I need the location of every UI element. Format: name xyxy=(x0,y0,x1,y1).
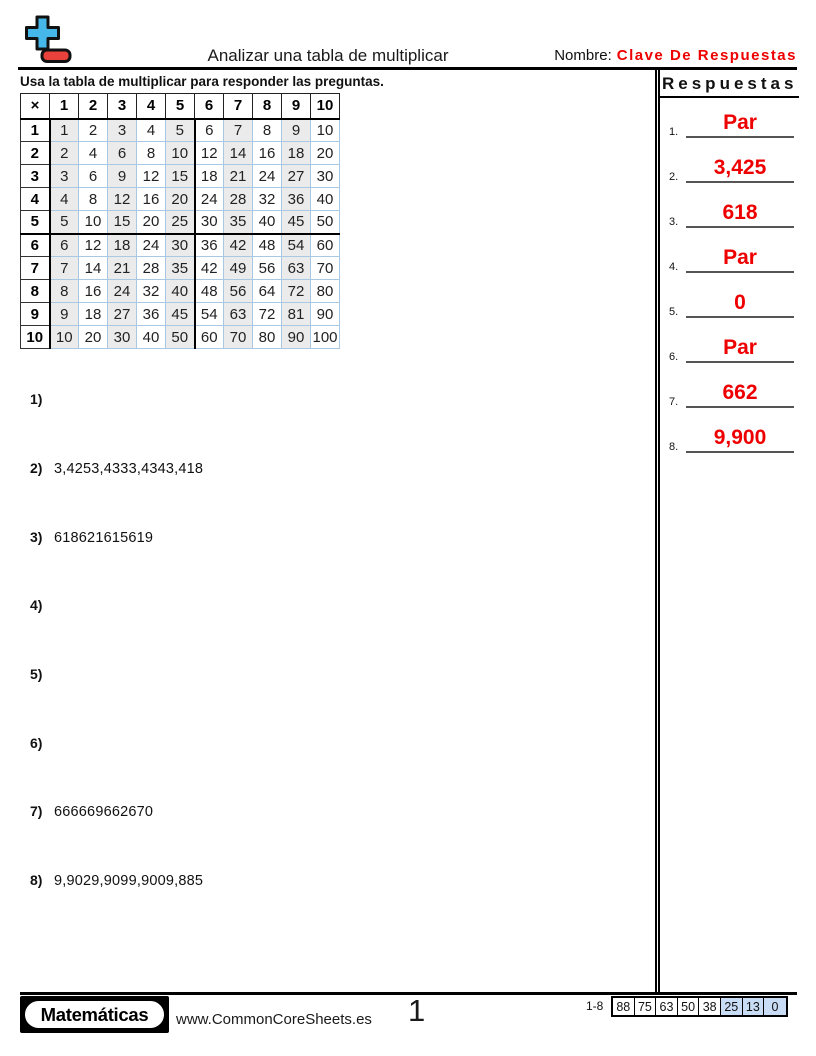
score-cell: 0 xyxy=(764,998,786,1015)
answer-number: 7. xyxy=(669,396,679,408)
question-number: 8) xyxy=(30,872,43,888)
answer-number: 8. xyxy=(669,441,679,453)
score-cell: 13 xyxy=(743,998,765,1015)
table-cell: 42 xyxy=(195,257,224,280)
table-cell: 30 xyxy=(166,234,195,257)
table-cell: 20 xyxy=(311,142,340,165)
table-cell: 40 xyxy=(253,211,282,234)
table-cell: 32 xyxy=(137,280,166,303)
answers-title: Respuestas xyxy=(660,74,799,98)
table-row xyxy=(21,257,340,280)
table-row xyxy=(21,303,340,326)
table-cell: 4 xyxy=(137,119,166,142)
question-number: 1) xyxy=(30,391,43,407)
question-number: 3) xyxy=(30,529,43,545)
table-cell: 32 xyxy=(253,188,282,211)
table-cell: 2 xyxy=(50,142,79,165)
table-cell: 12 xyxy=(108,188,137,211)
table-cell: 18 xyxy=(108,234,137,257)
table-row xyxy=(21,165,340,188)
answer-item xyxy=(660,149,797,183)
table-cell: 6 xyxy=(195,119,224,142)
column-header: 10 xyxy=(311,94,340,119)
table-cell: 49 xyxy=(224,257,253,280)
table-cell: 4 xyxy=(50,188,79,211)
multiplication-table xyxy=(20,93,340,349)
question-row xyxy=(30,803,153,820)
question-row xyxy=(30,872,203,889)
answer-item xyxy=(660,419,797,453)
table-cell: 10 xyxy=(166,142,195,165)
answers-panel xyxy=(655,70,797,993)
table-cell: 20 xyxy=(137,211,166,234)
answer-item xyxy=(660,104,797,138)
question-number: 5) xyxy=(30,666,43,682)
table-row xyxy=(21,280,340,303)
answer-value: 618 xyxy=(686,201,794,228)
column-header: 4 xyxy=(137,94,166,119)
table-corner-cell: × xyxy=(21,94,50,119)
table-cell: 45 xyxy=(282,211,311,234)
row-header: 3 xyxy=(21,165,50,188)
table-cell: 35 xyxy=(224,211,253,234)
question-row xyxy=(30,529,153,546)
brand-logo xyxy=(20,996,169,1033)
table-cell: 8 xyxy=(253,119,282,142)
table-cell: 28 xyxy=(137,257,166,280)
score-cell: 50 xyxy=(678,998,700,1015)
table-cell: 18 xyxy=(79,303,108,326)
table-row xyxy=(21,142,340,165)
table-cell: 10 xyxy=(50,326,79,349)
row-header: 7 xyxy=(21,257,50,280)
table-cell: 50 xyxy=(166,326,195,349)
table-cell: 21 xyxy=(108,257,137,280)
table-cell: 21 xyxy=(224,165,253,188)
table-cell: 1 xyxy=(50,119,79,142)
table-cell: 27 xyxy=(282,165,311,188)
column-header: 1 xyxy=(50,94,79,119)
table-cell: 40 xyxy=(311,188,340,211)
table-cell: 9 xyxy=(282,119,311,142)
question-number: 4) xyxy=(30,597,43,613)
table-cell: 63 xyxy=(282,257,311,280)
table-cell: 42 xyxy=(224,234,253,257)
table-cell: 70 xyxy=(224,326,253,349)
table-cell: 24 xyxy=(253,165,282,188)
table-cell: 60 xyxy=(311,234,340,257)
question-row xyxy=(30,735,54,751)
score-cell: 88 xyxy=(613,998,635,1015)
table-cell: 8 xyxy=(137,142,166,165)
table-cell: 30 xyxy=(311,165,340,188)
row-header: 8 xyxy=(21,280,50,303)
answer-item xyxy=(660,329,797,363)
name-block xyxy=(554,47,797,64)
column-header: 5 xyxy=(166,94,195,119)
table-cell: 8 xyxy=(79,188,108,211)
table-cell: 64 xyxy=(253,280,282,303)
score-cell: 75 xyxy=(635,998,657,1015)
row-header: 2 xyxy=(21,142,50,165)
grading-scale-table xyxy=(611,996,788,1017)
table-row xyxy=(21,234,340,257)
column-header: 6 xyxy=(195,94,224,119)
answer-number: 1. xyxy=(669,126,679,138)
table-cell: 27 xyxy=(108,303,137,326)
row-header: 9 xyxy=(21,303,50,326)
table-cell: 36 xyxy=(137,303,166,326)
question-text: 666669662670 xyxy=(54,804,154,820)
answer-item xyxy=(660,284,797,318)
score-range-label: 1-8 xyxy=(586,999,604,1013)
table-cell: 4 xyxy=(79,142,108,165)
table-cell: 45 xyxy=(166,303,195,326)
question-row xyxy=(30,460,203,477)
table-cell: 7 xyxy=(224,119,253,142)
column-header: 7 xyxy=(224,94,253,119)
answer-value: 662 xyxy=(686,381,794,408)
question-row xyxy=(30,666,54,682)
answer-number: 2. xyxy=(669,171,679,183)
answer-number: 6. xyxy=(669,351,679,363)
table-cell: 80 xyxy=(253,326,282,349)
table-cell: 5 xyxy=(166,119,195,142)
table-cell: 18 xyxy=(195,165,224,188)
table-cell: 60 xyxy=(195,326,224,349)
table-cell: 90 xyxy=(311,303,340,326)
answer-item xyxy=(660,374,797,408)
column-header: 9 xyxy=(282,94,311,119)
score-cell: 25 xyxy=(721,998,743,1015)
answer-number: 3. xyxy=(669,216,679,228)
page-number: 1 xyxy=(408,993,426,1028)
table-cell: 7 xyxy=(50,257,79,280)
table-cell: 9 xyxy=(50,303,79,326)
table-row xyxy=(21,119,340,142)
table-cell: 80 xyxy=(311,280,340,303)
table-cell: 15 xyxy=(108,211,137,234)
table-cell: 90 xyxy=(282,326,311,349)
table-cell: 20 xyxy=(166,188,195,211)
table-cell: 6 xyxy=(50,234,79,257)
website-url: www.CommonCoreSheets.es xyxy=(176,1011,372,1028)
table-cell: 24 xyxy=(108,280,137,303)
table-cell: 48 xyxy=(253,234,282,257)
table-cell: 36 xyxy=(195,234,224,257)
table-cell: 28 xyxy=(224,188,253,211)
table-cell: 48 xyxy=(195,280,224,303)
table-cell: 12 xyxy=(79,234,108,257)
column-header: 3 xyxy=(108,94,137,119)
answer-value: Par xyxy=(686,111,794,138)
table-cell: 24 xyxy=(137,234,166,257)
score-cell: 63 xyxy=(656,998,678,1015)
answer-number: 4. xyxy=(669,261,679,273)
table-cell: 54 xyxy=(282,234,311,257)
table-cell: 10 xyxy=(311,119,340,142)
table-cell: 5 xyxy=(50,211,79,234)
row-header: 10 xyxy=(21,326,50,349)
table-cell: 3 xyxy=(50,165,79,188)
table-cell: 3 xyxy=(108,119,137,142)
table-cell: 16 xyxy=(79,280,108,303)
question-text: 9,9029,9099,9009,885 xyxy=(54,873,204,889)
table-cell: 14 xyxy=(79,257,108,280)
question-row xyxy=(30,597,54,613)
table-cell: 30 xyxy=(108,326,137,349)
table-cell: 12 xyxy=(195,142,224,165)
score-cell: 38 xyxy=(699,998,721,1015)
table-cell: 10 xyxy=(79,211,108,234)
column-header: 2 xyxy=(79,94,108,119)
answer-value: 9,900 xyxy=(686,426,794,453)
table-cell: 2 xyxy=(79,119,108,142)
answer-item xyxy=(660,239,797,273)
table-cell: 63 xyxy=(224,303,253,326)
table-cell: 72 xyxy=(253,303,282,326)
table-cell: 56 xyxy=(224,280,253,303)
table-cell: 54 xyxy=(195,303,224,326)
table-row xyxy=(21,326,340,349)
table-cell: 100 xyxy=(311,326,340,349)
row-header: 6 xyxy=(21,234,50,257)
table-cell: 35 xyxy=(166,257,195,280)
row-header: 4 xyxy=(21,188,50,211)
brand-name: Matemáticas xyxy=(23,999,166,1030)
table-cell: 40 xyxy=(166,280,195,303)
question-number: 7) xyxy=(30,803,43,819)
question-text: 3,4253,4333,4343,418 xyxy=(54,461,204,477)
answer-number: 5. xyxy=(669,306,679,318)
table-cell: 9 xyxy=(108,165,137,188)
table-cell: 72 xyxy=(282,280,311,303)
answer-value: 0 xyxy=(686,291,794,318)
row-header: 1 xyxy=(21,119,50,142)
answer-value: 3,425 xyxy=(686,156,794,183)
table-cell: 40 xyxy=(137,326,166,349)
table-cell: 18 xyxy=(282,142,311,165)
table-cell: 15 xyxy=(166,165,195,188)
answer-item xyxy=(660,194,797,228)
page-title: Analizar una tabla de multiplicar xyxy=(207,46,449,65)
instructions-text: Usa la tabla de multiplicar para responder las preguntas. xyxy=(20,74,384,89)
column-header: 8 xyxy=(253,94,282,119)
table-cell: 36 xyxy=(282,188,311,211)
table-cell: 25 xyxy=(166,211,195,234)
table-cell: 8 xyxy=(50,280,79,303)
table-cell: 6 xyxy=(79,165,108,188)
table-cell: 70 xyxy=(311,257,340,280)
question-row xyxy=(30,391,54,407)
table-cell: 16 xyxy=(137,188,166,211)
table-cell: 30 xyxy=(195,211,224,234)
table-cell: 20 xyxy=(79,326,108,349)
question-number: 6) xyxy=(30,735,43,751)
table-cell: 24 xyxy=(195,188,224,211)
table-cell: 81 xyxy=(282,303,311,326)
answer-value: Par xyxy=(686,246,794,273)
table-cell: 50 xyxy=(311,211,340,234)
answer-key-label: Clave De Respuestas xyxy=(616,47,797,64)
table-row xyxy=(21,211,340,234)
name-label: Nombre: xyxy=(554,47,612,64)
table-cell: 14 xyxy=(224,142,253,165)
table-cell: 16 xyxy=(253,142,282,165)
table-cell: 12 xyxy=(137,165,166,188)
question-text: 618621615619 xyxy=(54,530,154,546)
question-number: 2) xyxy=(30,460,43,476)
table-cell: 6 xyxy=(108,142,137,165)
row-header: 5 xyxy=(21,211,50,234)
table-row xyxy=(21,188,340,211)
table-cell: 56 xyxy=(253,257,282,280)
answer-value: Par xyxy=(686,336,794,363)
